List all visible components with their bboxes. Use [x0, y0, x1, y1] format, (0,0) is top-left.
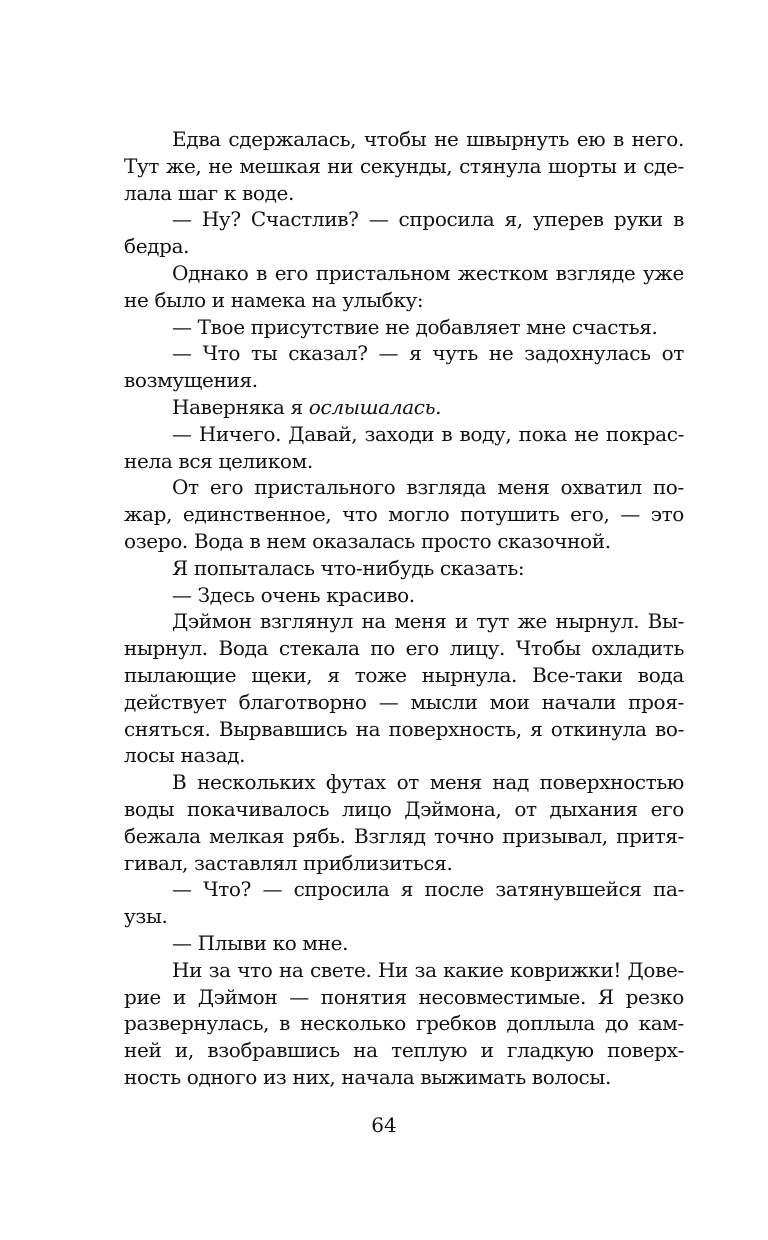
text-line: ней и, взобравшись на теплую и гладкую поверх- — [124, 1038, 684, 1063]
text-line: Тут же, не мешкая ни секунды, стянула шорты и сде- — [124, 153, 684, 178]
paragraph — [124, 260, 684, 314]
text-line: сняться. Вырвавшись на поверхность, я откинула во- — [124, 716, 684, 741]
paragraph — [124, 608, 684, 769]
text-line: От его пристального взгляда меня охватил по- — [172, 475, 684, 500]
paragraph — [124, 930, 684, 957]
text-line: развернулась, в несколько гребков доплыла до кам- — [124, 1011, 684, 1036]
page-number: 64 — [371, 1113, 397, 1137]
text-line: возмущения. — [124, 368, 258, 393]
text-line: лала шаг к воде. — [124, 180, 295, 205]
paragraph — [124, 582, 684, 609]
text-line: Едва сдержалась, чтобы не швырнуть ею в него. — [172, 127, 684, 151]
text-line: жар, единственное, что могло потушить его, — это — [124, 502, 684, 527]
text-line: воды покачивалось лицо Дэймона, от дыхания его — [124, 796, 684, 821]
text-line: не было и намека на улыбку: — [124, 287, 424, 312]
text-line: Ни за что на свете. Ни за какие коврижки! Дове- — [172, 957, 684, 982]
paragraph — [124, 421, 684, 475]
text-line: Я попыталась что-нибудь сказать: — [172, 555, 525, 580]
text-line: бежала мелкая рябь. Взгляд точно призывал, притя- — [124, 823, 684, 848]
text-line: Однако в его пристальном жестком взгляде уже — [172, 260, 684, 285]
text-line: — Плыви ко мне. — [172, 930, 349, 955]
text-line: — Здесь очень красиво. — [172, 582, 415, 607]
text-line: Наверняка я ослышалась. — [172, 394, 442, 419]
text-line: гивал, заставлял приблизиться. — [124, 850, 453, 875]
text-line: лосы назад. — [124, 743, 246, 768]
text-line: действует благотворно — мысли мои начали проя- — [124, 689, 684, 714]
text-line: нырнул. Вода стекала по его лицу. Чтобы охладить — [124, 636, 684, 661]
paragraph — [124, 876, 684, 930]
text-line: бедра. — [124, 234, 190, 259]
text-line: — Ничего. Давай, заходи в воду, пока не покрас- — [172, 421, 684, 446]
paragraph — [124, 769, 684, 876]
paragraph — [124, 126, 684, 206]
text-line: рие и Дэймон — понятия несовместимые. Я резко — [124, 984, 684, 1009]
text-line: — Что? — спросила я после затянувшейся па- — [172, 877, 684, 902]
paragraph — [124, 340, 684, 394]
text-line: ность одного из них, начала выжимать волосы. — [124, 1064, 611, 1089]
text-line: пылающие щеки, я тоже нырнула. Все-таки вода — [124, 662, 684, 687]
page-text — [124, 126, 684, 1091]
text-line: нела вся целиком. — [124, 448, 313, 473]
paragraph — [124, 314, 684, 341]
text-line: озеро. Вода в нем оказалась просто сказочной. — [124, 528, 611, 553]
paragraph — [124, 474, 684, 554]
text-line: В нескольких футах от меня над поверхностью — [172, 770, 684, 795]
paragraph — [124, 957, 684, 1091]
paragraph — [124, 555, 684, 582]
text-line: — Ну? Счастлив? — спросила я, уперев руки в — [172, 207, 684, 232]
text-line: — Что ты сказал? — я чуть не задохнулась от — [172, 341, 684, 366]
paragraph — [124, 206, 684, 260]
text-line: узы. — [124, 904, 168, 929]
text-line: Дэймон взглянул на меня и тут же нырнул. Вы- — [172, 609, 684, 634]
paragraph — [124, 394, 684, 421]
text-line: — Твое присутствие не добавляет мне счастья. — [172, 314, 658, 339]
